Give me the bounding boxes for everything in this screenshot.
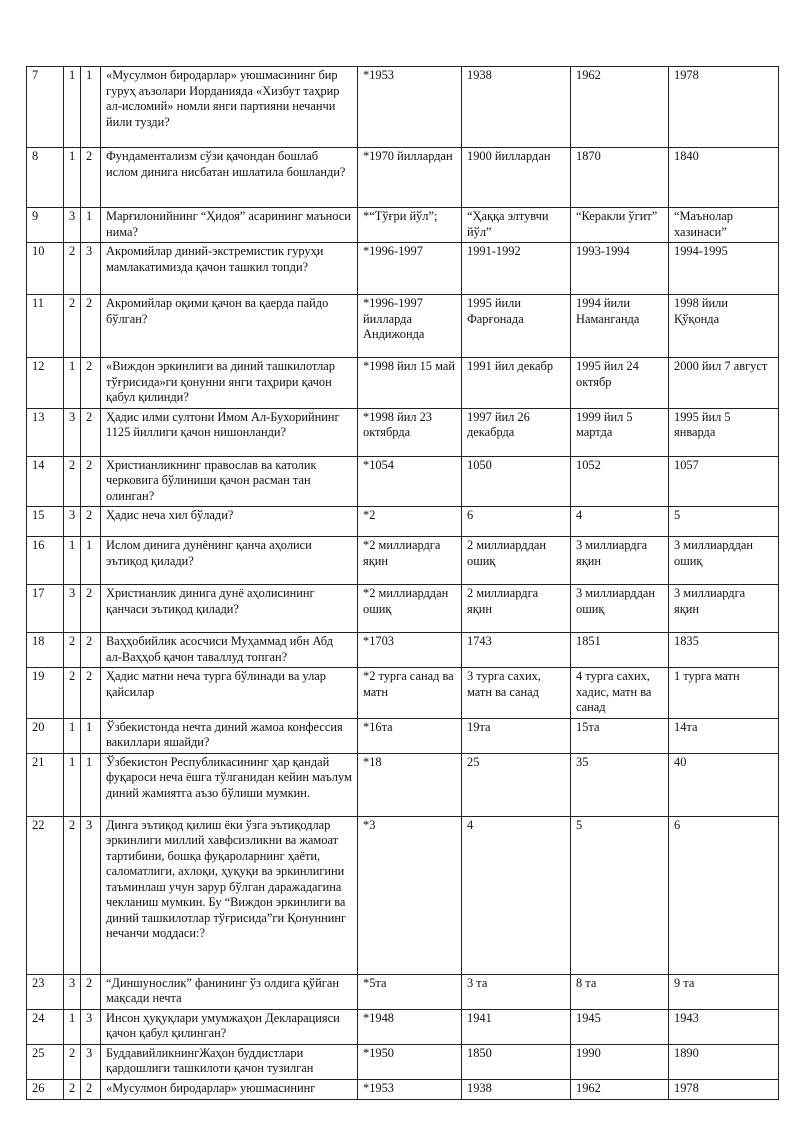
table-row: [27, 1079, 779, 1099]
question-text: Ислом динига дунёнинг қанча аҳолиси эътиқод қилади?: [101, 537, 358, 585]
question-number: 26: [27, 1079, 64, 1099]
difficulty-level: 3: [64, 507, 81, 537]
question-text: Ўзбекистонда нечта диний жамоа конфессия вакиллари яшайди?: [101, 718, 358, 753]
correct-answer: *1703: [358, 633, 462, 668]
question-number: 10: [27, 243, 64, 295]
question-type: 3: [81, 1009, 101, 1044]
answer-option-3: 15та: [571, 718, 669, 753]
table-row: [27, 243, 779, 295]
answer-option-4: 1890: [669, 1044, 779, 1079]
question-type: 2: [81, 633, 101, 668]
question-text: Акромийлар оқими қачон ва қаерда пайдо бўлган?: [101, 295, 358, 358]
question-number: 16: [27, 537, 64, 585]
answer-option-4: 3 миллиардга яқин: [669, 585, 779, 633]
question-text: «Мусулмон биродарлар» уюшмасининг бир гуруҳ аъзолари Иорданияда «Хизбут таҳрир ал-исломий» номли янги партияни нечанчи йили тузди?: [101, 67, 358, 148]
difficulty-level: 2: [64, 243, 81, 295]
answer-option-4: 9 та: [669, 974, 779, 1009]
question-text: «Мусулмон биродарлар» уюшмасининг: [101, 1079, 358, 1099]
answer-option-3: 1999 йил 5 мартда: [571, 408, 669, 456]
question-text: БуддавийликнингЖаҳон буддистлари қардошлиги ташкилоти қачон тузилган: [101, 1044, 358, 1079]
question-number: 23: [27, 974, 64, 1009]
answer-option-3: 3 миллиардга яқин: [571, 537, 669, 585]
answer-option-4: 1995 йил 5 январда: [669, 408, 779, 456]
difficulty-level: 2: [64, 295, 81, 358]
answer-option-2: “Ҳаққа элтувчи йўл”: [462, 208, 571, 243]
answer-option-4: “Маънолар хазинаси”: [669, 208, 779, 243]
table-row: [27, 408, 779, 456]
question-text: Христианлик динига дунё аҳолисининг қанчаси эътиқод қилади?: [101, 585, 358, 633]
question-type: 1: [81, 208, 101, 243]
table-row: [27, 1044, 779, 1079]
answer-option-3: 1995 йил 24 октябр: [571, 358, 669, 409]
correct-answer: *1054: [358, 456, 462, 507]
question-type: 3: [81, 816, 101, 974]
question-type: 2: [81, 408, 101, 456]
question-number: 19: [27, 668, 64, 719]
difficulty-level: 1: [64, 718, 81, 753]
question-type: 1: [81, 537, 101, 585]
answer-option-2: 1050: [462, 456, 571, 507]
correct-answer: *1953: [358, 1079, 462, 1099]
question-type: 2: [81, 148, 101, 208]
difficulty-level: 1: [64, 358, 81, 409]
correct-answer: *16та: [358, 718, 462, 753]
question-number: 22: [27, 816, 64, 974]
difficulty-level: 1: [64, 67, 81, 148]
difficulty-level: 2: [64, 816, 81, 974]
table-body: [27, 67, 779, 1100]
difficulty-level: 2: [64, 456, 81, 507]
question-text: Марғилонийнинг “Ҳидоя” асарининг маъноси нима?: [101, 208, 358, 243]
table-row: [27, 974, 779, 1009]
question-number: 24: [27, 1009, 64, 1044]
answer-option-3: 1994 йили Наманганда: [571, 295, 669, 358]
answer-option-2: 2 миллиарддан ошиқ: [462, 537, 571, 585]
answer-option-4: 3 миллиарддан ошиқ: [669, 537, 779, 585]
question-number: 8: [27, 148, 64, 208]
question-type: 2: [81, 358, 101, 409]
question-number: 12: [27, 358, 64, 409]
question-type: 1: [81, 67, 101, 148]
answer-option-3: 8 та: [571, 974, 669, 1009]
answer-option-2: 3 турга сахих, матн ва санад: [462, 668, 571, 719]
question-type: 2: [81, 974, 101, 1009]
question-type: 2: [81, 1079, 101, 1099]
correct-answer: *1948: [358, 1009, 462, 1044]
question-type: 1: [81, 718, 101, 753]
table-row: [27, 633, 779, 668]
answer-option-2: 2 миллиардга яқин: [462, 585, 571, 633]
question-number: 20: [27, 718, 64, 753]
question-type: 2: [81, 507, 101, 537]
answer-option-2: 6: [462, 507, 571, 537]
answer-option-3: 1945: [571, 1009, 669, 1044]
question-text: Ҳадис илми султони Имом Ал-Бухорийнинг 1125 йиллиги қачон нишонланди?: [101, 408, 358, 456]
answer-option-4: 1 турга матн: [669, 668, 779, 719]
answer-option-2: 1938: [462, 67, 571, 148]
answer-option-4: 1840: [669, 148, 779, 208]
difficulty-level: 3: [64, 408, 81, 456]
difficulty-level: 3: [64, 974, 81, 1009]
answer-option-3: 3 миллиарддан ошиқ: [571, 585, 669, 633]
correct-answer: *1996-1997 йилларда Андижонда: [358, 295, 462, 358]
correct-answer: *1950: [358, 1044, 462, 1079]
difficulty-level: 3: [64, 208, 81, 243]
answer-option-3: 1993-1994: [571, 243, 669, 295]
answer-option-3: 4 турга сахих, хадис, матн ва санад: [571, 668, 669, 719]
question-text: “Диншунослик” фанининг ўз олдига қўйган мақсади нечта: [101, 974, 358, 1009]
question-number: 11: [27, 295, 64, 358]
question-number: 9: [27, 208, 64, 243]
answer-option-2: 1850: [462, 1044, 571, 1079]
table-row: [27, 718, 779, 753]
answer-option-3: 5: [571, 816, 669, 974]
difficulty-level: 1: [64, 148, 81, 208]
table-row: [27, 585, 779, 633]
table-row: [27, 295, 779, 358]
question-text: Христианликнинг православ ва католик черковига бўлиниши қачон расман тан олинган?: [101, 456, 358, 507]
answer-option-2: 1941: [462, 1009, 571, 1044]
answer-option-3: 4: [571, 507, 669, 537]
correct-answer: *2 миллиарддан ошиқ: [358, 585, 462, 633]
answer-option-2: 4: [462, 816, 571, 974]
answer-option-4: 1978: [669, 67, 779, 148]
question-text: Фундаментализм сўзи қачондан бошлаб ислом динига нисбатан ишлатила бошланди?: [101, 148, 358, 208]
answer-option-3: “Керакли ўгит”: [571, 208, 669, 243]
answer-option-3: 1052: [571, 456, 669, 507]
answer-option-4: 1978: [669, 1079, 779, 1099]
question-type: 3: [81, 243, 101, 295]
answer-option-4: 1994-1995: [669, 243, 779, 295]
question-text: Ўзбекистон Республикасининг ҳар қандай фуқароси неча ёшга тўлганидан кейин маълум диний жамиятга аъзо бўлиши мумкин.: [101, 753, 358, 816]
answer-option-2: 1997 йил 26 декабрда: [462, 408, 571, 456]
answer-option-3: 35: [571, 753, 669, 816]
answer-option-3: 1962: [571, 1079, 669, 1099]
table-row: [27, 537, 779, 585]
question-number: 7: [27, 67, 64, 148]
answer-option-2: 1991 йил декабр: [462, 358, 571, 409]
question-number: 13: [27, 408, 64, 456]
correct-answer: *18: [358, 753, 462, 816]
table-row: [27, 456, 779, 507]
answer-option-4: 1943: [669, 1009, 779, 1044]
table-row: [27, 1009, 779, 1044]
answer-option-2: 1938: [462, 1079, 571, 1099]
question-type: 1: [81, 753, 101, 816]
answer-option-2: 1995 йили Фарғонада: [462, 295, 571, 358]
answer-option-3: 1990: [571, 1044, 669, 1079]
correct-answer: *1998 йил 15 май: [358, 358, 462, 409]
table-row: [27, 668, 779, 719]
question-type: 2: [81, 668, 101, 719]
difficulty-level: 3: [64, 585, 81, 633]
table-row: [27, 208, 779, 243]
answer-option-4: 6: [669, 816, 779, 974]
correct-answer: *3: [358, 816, 462, 974]
answer-option-4: 2000 йил 7 август: [669, 358, 779, 409]
difficulty-level: 1: [64, 537, 81, 585]
answer-option-2: 1991-1992: [462, 243, 571, 295]
table-row: [27, 507, 779, 537]
answer-option-2: 3 та: [462, 974, 571, 1009]
correct-answer: *1970 йиллардан: [358, 148, 462, 208]
question-number: 15: [27, 507, 64, 537]
question-number: 14: [27, 456, 64, 507]
test-questions-table: [26, 66, 779, 1100]
question-text: Акромийлар диний-экстремистик гуруҳи мамлакатимизда қачон ташкил топди?: [101, 243, 358, 295]
answer-option-3: 1870: [571, 148, 669, 208]
answer-option-2: 1900 йиллардан: [462, 148, 571, 208]
question-type: 2: [81, 585, 101, 633]
question-type: 2: [81, 456, 101, 507]
table-row: [27, 148, 779, 208]
table-row: [27, 753, 779, 816]
answer-option-4: 14та: [669, 718, 779, 753]
correct-answer: *1996-1997: [358, 243, 462, 295]
question-number: 25: [27, 1044, 64, 1079]
correct-answer: *2: [358, 507, 462, 537]
question-number: 21: [27, 753, 64, 816]
correct-answer: *1998 йил 23 октябрда: [358, 408, 462, 456]
question-text: «Виждон эркинлиги ва диний ташкилотлар тўғрисида»ги қонунни янги таҳрири қачон қабул қилинди?: [101, 358, 358, 409]
correct-answer: *1953: [358, 67, 462, 148]
difficulty-level: 2: [64, 1044, 81, 1079]
answer-option-4: 1835: [669, 633, 779, 668]
correct-answer: *2 миллиардга яқин: [358, 537, 462, 585]
difficulty-level: 2: [64, 1079, 81, 1099]
answer-option-2: 25: [462, 753, 571, 816]
difficulty-level: 1: [64, 1009, 81, 1044]
correct-answer: *“Тўғри йўл”;: [358, 208, 462, 243]
answer-option-4: 5: [669, 507, 779, 537]
table-row: [27, 67, 779, 148]
answer-option-3: 1851: [571, 633, 669, 668]
answer-option-4: 40: [669, 753, 779, 816]
correct-answer: *2 турга санад ва матн: [358, 668, 462, 719]
table-row: [27, 358, 779, 409]
question-text: Инсон ҳуқуқлари умумжаҳон Декларацияси қачон қабул қилинган?: [101, 1009, 358, 1044]
question-text: Динга эътиқод қилиш ёки ўзга эътиқодлар эркинлиги миллий хавфсизликни ва жамоат тартибини, бошқа фуқароларнинг ҳаёти, саломатлиги, ахлоқи, ҳуқуқи ва эркинлигини таъминлаш учун зарур бўлган даражадагина чекланиш мумкин. Бу “Виждон эркинлиги ва диний ташкилотлар тўғрисида”ги Қонуннинг нечанчи моддаси:?: [101, 816, 358, 974]
correct-answer: *5та: [358, 974, 462, 1009]
difficulty-level: 2: [64, 633, 81, 668]
difficulty-level: 1: [64, 753, 81, 816]
question-text: Ваҳҳобийлик асосчиси Муҳаммад ибн Абд ал-Ваҳҳоб қачон таваллуд топган?: [101, 633, 358, 668]
question-text: Ҳадис матни неча турга бўлинади ва улар қайсилар: [101, 668, 358, 719]
answer-option-2: 1743: [462, 633, 571, 668]
answer-option-4: 1057: [669, 456, 779, 507]
question-type: 3: [81, 1044, 101, 1079]
question-number: 18: [27, 633, 64, 668]
question-type: 2: [81, 295, 101, 358]
table-row: [27, 816, 779, 974]
question-text: Ҳадис неча хил бўлади?: [101, 507, 358, 537]
answer-option-2: 19та: [462, 718, 571, 753]
question-number: 17: [27, 585, 64, 633]
answer-option-4: 1998 йили Қўқонда: [669, 295, 779, 358]
answer-option-3: 1962: [571, 67, 669, 148]
difficulty-level: 2: [64, 668, 81, 719]
